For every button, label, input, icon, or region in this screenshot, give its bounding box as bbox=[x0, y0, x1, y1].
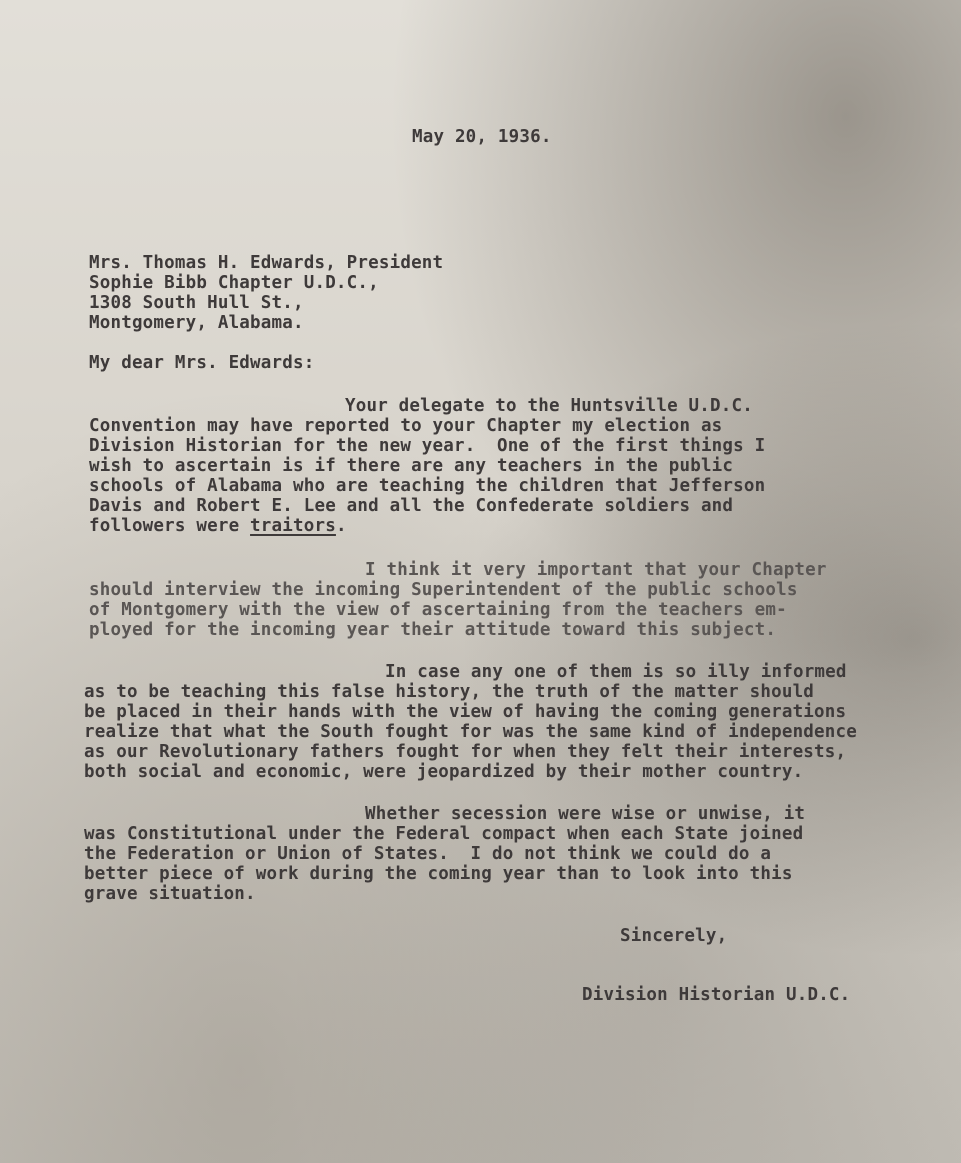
paragraph-line: as our Revolutionary fathers fought for when they felt their interests, bbox=[84, 742, 847, 762]
paragraph-line: the Federation or Union of States. I do not think we could do a bbox=[84, 844, 772, 864]
paragraph-line: wish to ascertain is if there are any teachers in the public bbox=[89, 456, 734, 476]
paragraph-line: better piece of work during the coming year than to look into this bbox=[84, 864, 793, 884]
paragraph-line: Whether secession were wise or unwise, it bbox=[365, 804, 806, 824]
paragraph-line: Convention may have reported to your Chapter my election as bbox=[89, 416, 723, 436]
paragraph-line: as to be teaching this false history, the truth of the matter should bbox=[84, 682, 815, 702]
paragraph-line: realize that what the South fought for was the same kind of independence bbox=[84, 722, 857, 742]
paragraph-line: both social and economic, were jeopardized by their mother country. bbox=[84, 762, 804, 782]
line-suffix: . bbox=[335, 516, 347, 536]
paragraph-line: Your delegate to the Huntsville U.D.C. bbox=[345, 396, 753, 416]
line-prefix: followers were bbox=[89, 516, 251, 536]
paragraph-line: of Montgomery with the view of ascertaining from the teachers em- bbox=[89, 600, 787, 620]
paragraph-line: grave situation. bbox=[84, 884, 256, 904]
paragraph-line: ployed for the incoming year their attitude toward this subject. bbox=[89, 620, 777, 640]
paragraph-line: schools of Alabama who are teaching the children that Jefferson bbox=[89, 476, 766, 496]
paragraph-line: Division Historian for the new year. One of the first things I bbox=[89, 436, 766, 456]
recipient-name-line: Mrs. Thomas H. Edwards, President bbox=[89, 253, 444, 273]
recipient-chapter-line: Sophie Bibb Chapter U.D.C., bbox=[89, 273, 379, 293]
paragraph-line: In case any one of them is so illy informed bbox=[385, 662, 847, 682]
letter-date: May 20, 1936. bbox=[412, 127, 552, 147]
paragraph-line bbox=[89, 516, 347, 536]
signature-line: Division Historian U.D.C. bbox=[582, 985, 851, 1005]
paragraph-line: Davis and Robert E. Lee and all the Confederate soldiers and bbox=[89, 496, 734, 516]
underlined-word-traitors: traitors bbox=[250, 516, 336, 536]
salutation: My dear Mrs. Edwards: bbox=[89, 353, 315, 373]
paragraph-line: be placed in their hands with the view of having the coming generations bbox=[84, 702, 847, 722]
paragraph-line: should interview the incoming Superintendent of the public schools bbox=[89, 580, 798, 600]
recipient-city-line: Montgomery, Alabama. bbox=[89, 313, 304, 333]
recipient-street-line: 1308 South Hull St., bbox=[89, 293, 304, 313]
closing: Sincerely, bbox=[620, 926, 728, 946]
paragraph-line: I think it very important that your Chapter bbox=[365, 560, 827, 580]
paragraph-line: was Constitutional under the Federal compact when each State joined bbox=[84, 824, 804, 844]
